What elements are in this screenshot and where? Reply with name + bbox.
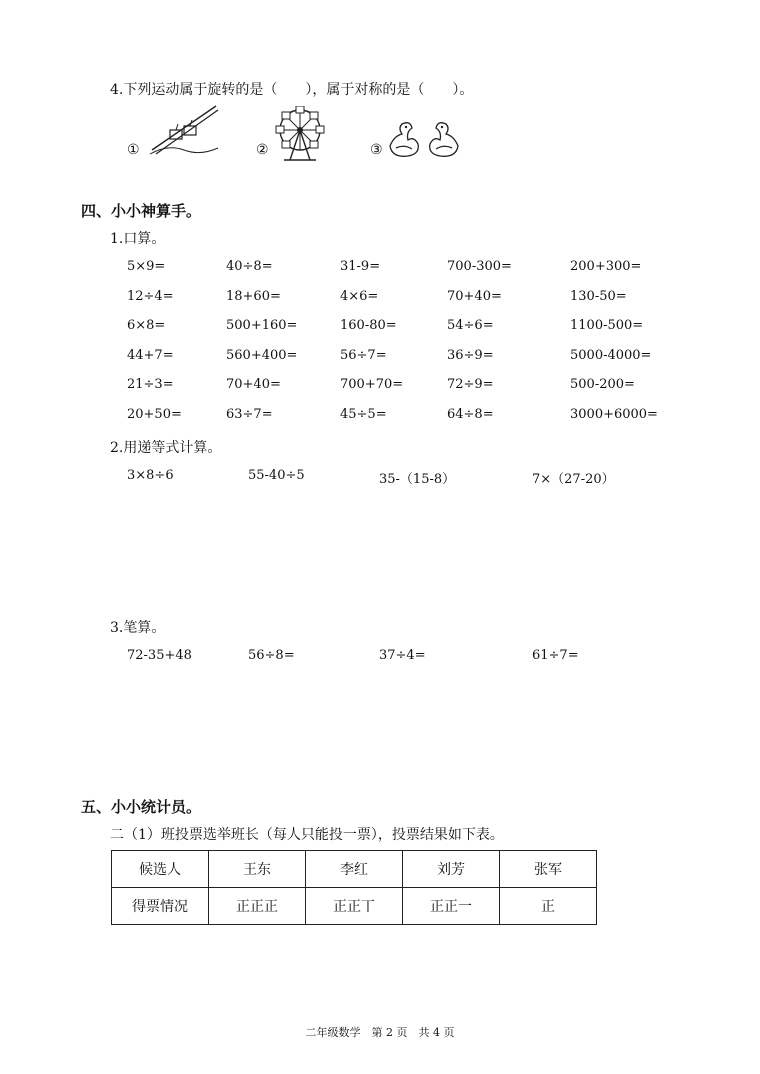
table-cell: 正正一: [403, 888, 500, 925]
table-cell: 候选人: [112, 851, 209, 888]
oral-cell: 21÷3=: [127, 377, 174, 392]
oral-cell: 200+300=: [570, 259, 642, 274]
oral-cell: 72÷9=: [447, 377, 494, 392]
oral-cell: 36÷9=: [447, 348, 494, 363]
q4-option-2: ②: [256, 142, 269, 158]
oral-cell: 130-50=: [570, 289, 627, 304]
oral-cell: 45÷5=: [340, 407, 387, 422]
cable-car-icon: [148, 104, 220, 158]
q4-option-1: ①: [127, 142, 140, 158]
table-row: [112, 888, 597, 925]
oral-cell: 40÷8=: [226, 259, 273, 274]
stepwise-item: 7×（27-20）: [532, 472, 615, 487]
stepwise-item: 55-40÷5: [248, 468, 305, 483]
q4-option-3: ③: [370, 142, 383, 158]
oral-cell: 700-300=: [447, 259, 512, 274]
oral-cell: 70+40=: [226, 377, 281, 392]
section5-intro: 二（1）班投票选举班长（每人只能投一票），投票结果如下表。: [110, 827, 504, 843]
oral-cell: 5000-4000=: [570, 348, 652, 363]
oral-cell: 12÷4=: [127, 289, 174, 304]
oral-cell: 64÷8=: [447, 407, 494, 422]
vote-table: [111, 850, 597, 925]
table-cell: 王东: [209, 851, 306, 888]
table-cell: 得票情况: [112, 888, 209, 925]
written-title: 3.笔算。: [110, 620, 166, 636]
written-item: 56÷8=: [248, 648, 295, 663]
oral-cell: 56÷7=: [340, 348, 387, 363]
ducks-icon: [386, 116, 462, 160]
oral-cell: 560+400=: [226, 348, 298, 363]
oral-cell: 6×8=: [127, 318, 166, 333]
oral-cell: 54÷6=: [447, 318, 494, 333]
table-cell: 正: [500, 888, 597, 925]
section4-title: 四、小小神算手。: [81, 202, 202, 220]
written-item: 72-35+48: [127, 648, 192, 663]
written-item: 37÷4=: [379, 648, 426, 663]
oral-cell: 500+160=: [226, 318, 298, 333]
oral-title: 1.口算。: [110, 231, 166, 247]
stepwise-title: 2.用递等式计算。: [110, 440, 222, 456]
oral-cell: 63÷7=: [226, 407, 273, 422]
table-cell: 李红: [306, 851, 403, 888]
table-cell: 张军: [500, 851, 597, 888]
oral-cell: 4×6=: [340, 289, 379, 304]
oral-cell: 20+50=: [127, 407, 182, 422]
stepwise-item: 3×8÷6: [127, 468, 174, 483]
oral-cell: 3000+6000=: [570, 407, 658, 422]
table-cell: 正正丅: [306, 888, 403, 925]
page-footer: 二年级数学 第 2 页 共 4 页: [305, 1026, 455, 1039]
oral-cell: 160-80=: [340, 318, 397, 333]
oral-cell: 1100-500=: [570, 318, 644, 333]
oral-cell: 31-9=: [340, 259, 381, 274]
ferris-wheel-icon: [272, 106, 328, 162]
q4-text: 4.下列运动属于旋转的是（ ），属于对称的是（ ）。: [110, 82, 474, 98]
section5-title: 五、小小统计员。: [81, 798, 202, 816]
oral-cell: 700+70=: [340, 377, 404, 392]
oral-cell: 70+40=: [447, 289, 502, 304]
table-row: [112, 851, 597, 888]
oral-cell: 44+7=: [127, 348, 174, 363]
written-item: 61÷7=: [532, 648, 579, 663]
stepwise-item: 35-（15-8）: [379, 472, 456, 487]
table-cell: 正正正: [209, 888, 306, 925]
oral-cell: 5×9=: [127, 259, 166, 274]
table-cell: 刘芳: [403, 851, 500, 888]
oral-cell: 18+60=: [226, 289, 281, 304]
oral-cell: 500-200=: [570, 377, 635, 392]
